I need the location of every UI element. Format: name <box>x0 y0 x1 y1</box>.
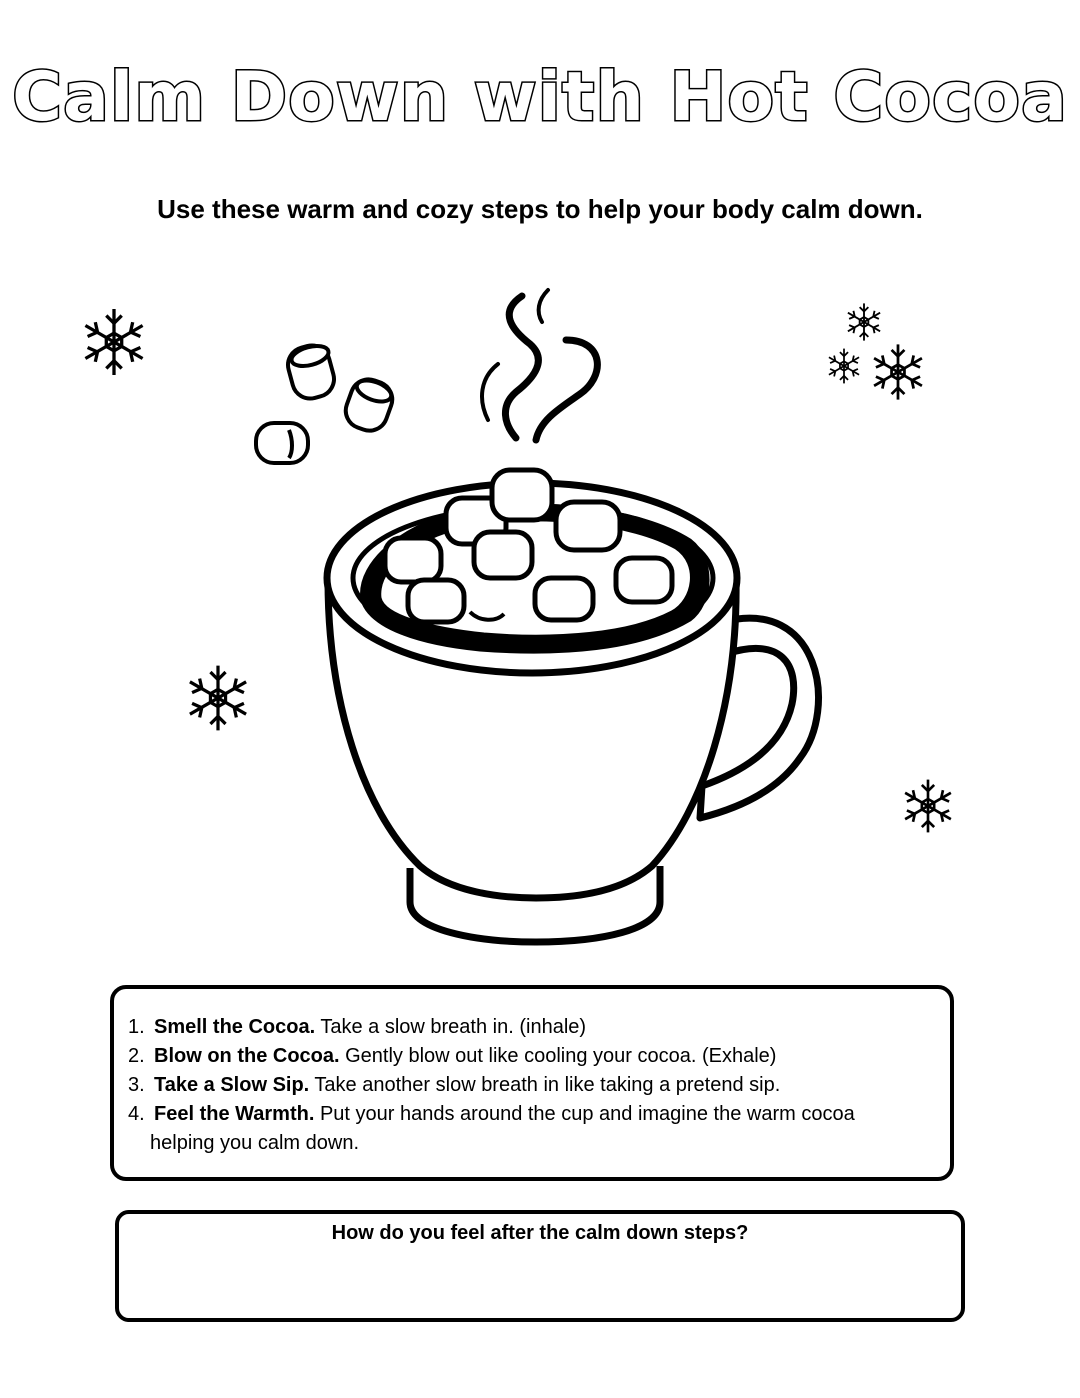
step-text: Take another slow breath in like taking a pretend sip. <box>309 1074 781 1096</box>
hot-cocoa-mug <box>327 470 818 942</box>
snowflake-icon <box>848 303 880 340</box>
snowflake-icon <box>829 349 859 384</box>
snowflake-icon <box>85 309 142 375</box>
list-item: 2. Blow on the Cocoa. Gently blow out like cooling your cocoa. (Exhale) <box>128 1045 777 1067</box>
marshmallow-icon <box>341 374 398 435</box>
step-heading: Take a Slow Sip. <box>154 1074 310 1096</box>
snowflake-icon <box>190 666 246 731</box>
list-item: 3. Take a Slow Sip. Take another slow breath in like taking a pretend sip. <box>128 1074 781 1096</box>
snowflake-icon <box>905 780 951 833</box>
step-heading: Smell the Cocoa. <box>154 1016 316 1038</box>
snowflake-icon <box>874 344 922 399</box>
list-item: 4. Feel the Warmth. Put your hands around the cup and imagine the warm cocoa helping you calm down. <box>128 1100 958 1158</box>
marshmallow-icon <box>284 341 338 402</box>
step-text: Take a slow breath in. (inhale) <box>315 1016 587 1038</box>
page-title: Calm Down with Hot Cocoa <box>12 58 1068 137</box>
list-item: 1. Smell the Cocoa. Take a slow breath in. (inhale) <box>128 1016 587 1038</box>
page-subtitle: Use these warm and cozy steps to help your body calm down. <box>157 194 923 224</box>
feelings-question: How do you feel after the calm down steps? <box>331 1222 749 1244</box>
steps-list <box>128 1013 958 1158</box>
steam-swirls <box>482 290 597 440</box>
step-heading: Feel the Warmth. <box>154 1103 315 1125</box>
step-text-continued: helping you calm down. <box>150 1132 360 1154</box>
step-heading: Blow on the Cocoa. <box>154 1045 340 1067</box>
step-text: Gently blow out like cooling your cocoa. (Exhale) <box>339 1045 777 1067</box>
marshmallow-icon <box>256 423 308 463</box>
step-text: Put your hands around the cup and imagine the warm cocoa <box>314 1103 855 1125</box>
